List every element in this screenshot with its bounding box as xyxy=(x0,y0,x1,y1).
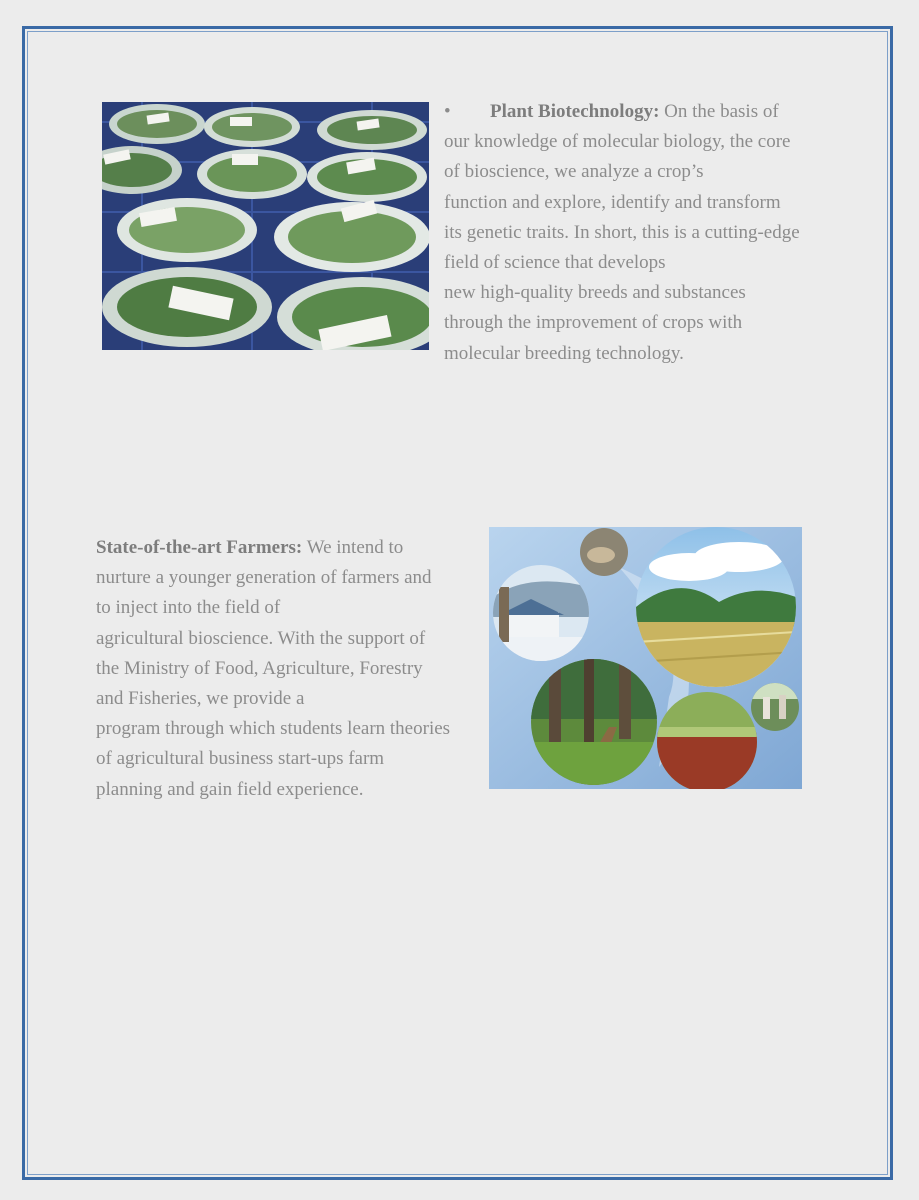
paragraph-line: nurture a younger generation of farmers and xyxy=(96,567,432,589)
paragraph-line: agricultural bioscience. With the support of xyxy=(96,627,426,649)
paragraph-line: our knowledge of molecular biology, the core xyxy=(444,131,791,153)
paragraph-line: the Ministry of Food, Agriculture, Forestry xyxy=(96,657,423,679)
section-heading: State-of-the-art Farmers: xyxy=(96,537,303,558)
paragraph-line: and Fisheries, we provide a xyxy=(96,688,305,710)
paragraph-line: its genetic traits. In short, this is a cutting-edge xyxy=(444,221,800,243)
paragraph-line: molecular breeding technology. xyxy=(444,342,684,364)
plant-biotechnology-paragraph xyxy=(444,97,844,369)
paragraph-line: program through which students learn theories xyxy=(96,718,451,740)
paragraph-line: to inject into the field of xyxy=(96,597,281,619)
paragraph-line: function and explore, identify and transform xyxy=(444,191,781,213)
section-heading: Plant Biotechnology: xyxy=(490,101,660,122)
paragraph-line: of bioscience, we analyze a crop’s xyxy=(444,161,704,183)
tissue-culture-dishes-photo xyxy=(102,102,429,350)
paragraph-line: of agricultural business start-ups farm xyxy=(96,748,385,770)
paragraph-line: new high-quality breeds and substances xyxy=(444,282,746,304)
paragraph-first-line: • Plant Biotechnology: On the basis of xyxy=(444,97,844,127)
state-of-the-art-farmers-paragraph xyxy=(96,533,486,805)
bullet-icon: • xyxy=(444,101,451,122)
paragraph-line: field of science that develops xyxy=(444,252,666,274)
paragraph-line: planning and gain field experience. xyxy=(96,778,364,800)
farm-landscape-collage xyxy=(489,527,802,789)
paragraph-line: through the improvement of crops with xyxy=(444,312,743,334)
paragraph-first-line: State-of-the-art Farmers: We intend to xyxy=(96,537,404,558)
